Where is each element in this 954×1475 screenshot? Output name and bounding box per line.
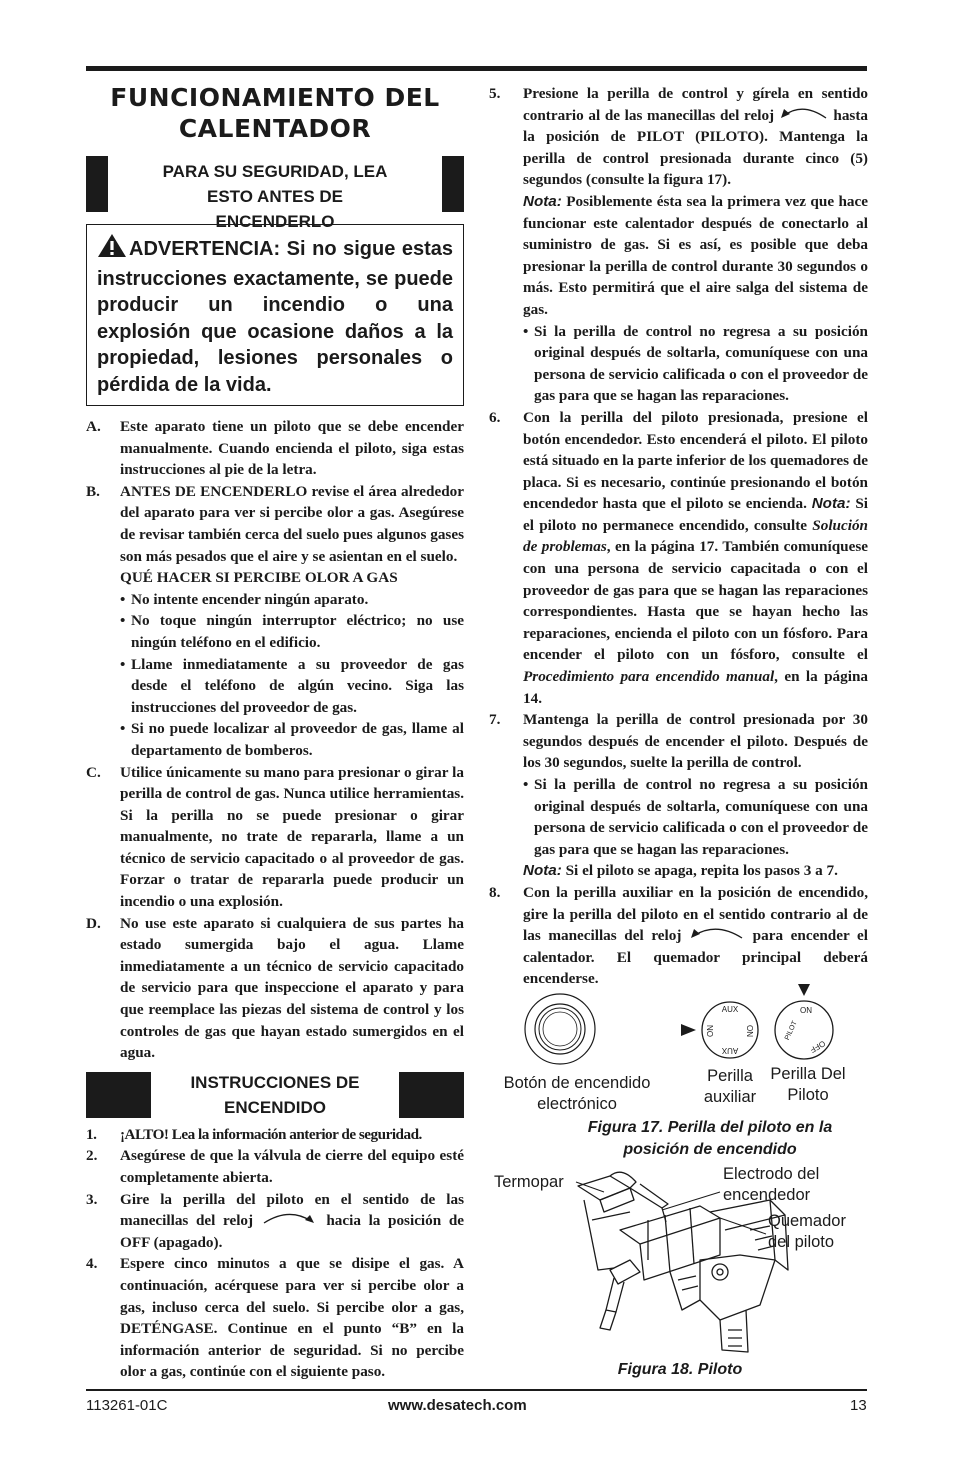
step-2 — [86, 1145, 464, 1188]
warning-label: ADVERTENCIA: — [129, 238, 281, 260]
pilot-knob-label: OFF — [808, 1038, 827, 1055]
figure-17-caption: Figura 17. Perilla del piloto en la posición de encendido — [587, 1119, 833, 1158]
step-text: Gire la perilla del piloto en el sentido de las manecillas del reloj hacia la posición de OFF (apagado). — [120, 1190, 465, 1251]
figure-18-caption: Figura 18. Piloto — [617, 1361, 743, 1378]
electrode-label: Electrodo del encendedor — [723, 1165, 820, 1204]
bottom-rule — [86, 1389, 867, 1391]
aux-knob-label: ON — [745, 1025, 754, 1037]
warning-box — [86, 224, 464, 406]
safety-banner — [86, 156, 464, 231]
step-label: 5. — [489, 85, 501, 102]
step-text: Asegúrese de que la válvula de cierre del equipo esté completamente abierta. — [120, 1147, 464, 1186]
step-7-note: Nota: Si el piloto se apaga, repita los pasos 3 a 7. — [523, 862, 838, 880]
step-label: 1. — [86, 1125, 97, 1143]
aux-knob-caption: Perilla auxiliar — [703, 1067, 757, 1106]
gas-smell-heading: QUÉ HACER SI PERCIBE OLOR A GAS — [120, 569, 398, 587]
clockwise-arrow-icon — [261, 1212, 319, 1229]
item-text: No use este aparato si cualquiera de sus partes ha estado sumergida bajo el agua. Llame inmediatamente a un técnico de servicio capacitado de servicio para que inspeccione el aparato y para que reemplace las piezas del sistema de control y los controles de gas que hayan estado sumergidos en el agua. — [120, 914, 464, 1062]
warning-triangle-icon — [97, 233, 127, 266]
step-label: 8. — [489, 883, 501, 901]
warning-text: Si no sigue estas instrucciones exactamente, se puede producir un incendio o una explosión que ocasione daños a la propiedad, lesiones personales o pérdida de la vida. — [97, 238, 454, 396]
step-label: 3. — [86, 1190, 98, 1208]
counterclockwise-arrow-icon — [689, 927, 745, 944]
step-label: 7. — [489, 711, 501, 729]
step-8 — [489, 882, 868, 990]
step-text: Con la perilla auxiliar en la posición de encendido, gire la perilla del piloto en el sentido contrario al de las manecillas del reloj para encender el calentador. El quemador principal deberá encenderse. — [523, 883, 869, 988]
right-column — [489, 83, 868, 990]
doc-number: 113261-01C — [86, 1397, 168, 1414]
pilot-knob-caption: Perilla Del Piloto — [770, 1065, 846, 1104]
step-5-note: Nota: Posiblemente ésta sea la primera vez que hace funcionar este calentador después de conectarlo al suministro de gas. Si es así, es posible que deba presionar la perilla de control durante 30 segundos o más. Esto permitirá que el aire salga del sistema de gas. — [523, 192, 869, 318]
step-7-bullet: • Si la perilla de control no regresa a su posición original después de soltarla, comuníquese con una persona de servicio calificada o con el proveedor de gas para que se hagan las reparaciones. — [523, 776, 868, 858]
step-5-bullet: • Si la perilla de control no regresa a su posición original después de soltarla, comuníquese con una persona de servicio calificada o con el proveedor de gas para que se hagan las reparaciones. — [523, 322, 868, 405]
item-text — [120, 481, 464, 762]
aux-knob-label: ON — [706, 1025, 715, 1037]
item-label: C. — [86, 763, 101, 781]
step-text: Con la perilla del piloto presionada, presione el botón encendedor. Esto encenderá el piloto. El piloto está situado en la parte inferior de los quemadores de placa. Si es necesario, continúe presionando el botón encendedor hasta que el piloto se encienda. Nota: Si el piloto no permanece encendido, consulte Solución de problemas, en la página 17. También comuníquese con una persona de servicio capacitada o con el proveedor de gas para que se hagan las reparaciones correspondientes. Hasta que se hayan hecho las reparaciones, encienda el piloto con un fósforo. Para encender el piloto con un fósforo, consulte el Procedimiento para encendido manual, en la página 14. — [523, 408, 869, 707]
step-6 — [489, 407, 868, 709]
pilot-knob-label: PILOT — [783, 1019, 799, 1042]
step-label: 6. — [489, 408, 501, 426]
item-label: B. — [86, 482, 100, 500]
step-text: Presione la perilla de control y gírela en sentido contrario al de las manecillas del reloj hasta la posición de PILOT (PILOTO). Mantenga la perilla de control presionada durante cinco (5) segundos (consulte la figura 17). Nota: Posiblemente ésta sea la primera vez que hace funcionar este calentador después de conectarlo al suministro de gas. Si es así, es posible que deba presionar la perilla de control durante 30 segundos o más. Esto permitirá que el aire salga del sistema de gas. • Si la perilla de control no regresa a su posición original después de soltarla, comuníquese con una persona de servicio calificada o con el proveedor de gas para que se hagan las reparaciones. — [523, 83, 868, 407]
pilot-knob-icon — [775, 984, 833, 1059]
instructions-banner-text: INSTRUCCIONES DE ENCENDIDO — [190, 1072, 360, 1117]
instructions-banner — [86, 1072, 464, 1118]
counterclockwise-arrow-icon — [779, 107, 829, 124]
gas-smell-bullet: • No intente encender ningún aparato. — [120, 590, 369, 608]
pilot-knob-label: ON — [800, 1006, 812, 1015]
item-b-text: ANTES DE ENCENDERLO revise el área alrededor del aparato para ver si percibe olor a gas. Asegúrese de revisar también cerca del suelo pues algunos gases son más pesados que el aire y se asientan en el suelo. — [120, 482, 464, 565]
thermocouple-label: Termopar — [494, 1173, 564, 1191]
step-label: 4. — [86, 1255, 98, 1273]
item-text: Utilice únicamente su mano para presionar o girar la perilla de control de gas. Nunca utilice herramientas. Si la perilla no se puede presionar o girar manualmente, no trate de repararla, llame a un técnico de servicio capacitado o al proveedor de gas. Forzar o tratar de repararla puede producir un incendio o una explosión. — [120, 763, 464, 911]
pilot-burner-label: Quemador del piloto — [768, 1212, 846, 1251]
safety-list — [86, 416, 464, 1064]
step-1 — [86, 1124, 464, 1146]
page-number: 13 — [850, 1397, 867, 1414]
left-column — [86, 80, 464, 1383]
safety-item-c — [86, 762, 464, 913]
safety-item-b — [86, 481, 464, 762]
figure-17-drawing — [520, 984, 860, 1074]
ignitor-button-label: Botón de encendido electrónico — [503, 1074, 651, 1113]
safety-item-d — [86, 913, 464, 1064]
safety-banner-text: PARA SU SEGURIDAD, LEA ESTO ANTES DE ENCENDERLO — [162, 162, 388, 231]
step-4 — [86, 1253, 464, 1383]
step-text: Mantenga la perilla de control presionada por 30 segundos después de encender el piloto. Después de los 30 segundos, suelte la perilla de control. • Si la perilla de control no regresa a su posición original después de soltarla, comuníquese con una persona de servicio calificada o con el proveedor de gas para que se hagan las reparaciones. Nota: Si el piloto se apaga, repita los pasos 3 a 7. — [523, 709, 868, 882]
step-5 — [489, 83, 868, 407]
aux-knob-label: AUX — [721, 1005, 739, 1014]
page-title: FUNCIONAMIENTO DEL CALENTADOR — [110, 83, 440, 143]
aux-knob-icon — [681, 1002, 758, 1058]
gas-smell-bullet: • Si no puede localizar al proveedor de gas, llame al departamento de bomberos. — [120, 720, 464, 759]
item-label: D. — [86, 914, 101, 932]
website-link[interactable]: www.desatech.com — [388, 1397, 527, 1414]
item-text: Este aparato tiene un piloto que se debe encender manualmente. Cuando encienda el piloto, siga estas instrucciones al pie de la letra. — [120, 418, 464, 479]
gas-smell-bullet: • No toque ningún interruptor eléctrico; no use ningún teléfono en el edificio. — [120, 612, 464, 651]
step-text: ¡ALTO! Lea la información anterior de seguridad. — [120, 1125, 422, 1143]
step-7 — [489, 709, 868, 882]
safety-item-a — [86, 416, 464, 481]
aux-knob-label: AUX — [721, 1046, 739, 1055]
gas-smell-bullet: • Llame inmediatamente a su proveedor de gas desde el teléfono de algún vecino. Siga las instrucciones del proveedor de gas. — [120, 655, 464, 716]
steps-left — [86, 1124, 464, 1383]
top-rule — [86, 66, 867, 71]
step-3 — [86, 1189, 464, 1254]
item-label: A. — [86, 418, 101, 435]
step-text: Espere cinco minutos a que se disipe el gas. A continuación, acérquese para ver si percibe olor a gas, incluso cerca del suelo. Si percibe olor a gas, DETÉNGASE. Continue en el punto “B” en la información anterior de seguridad. Si no percibe olor a gas, continúe con el siguiente paso. — [120, 1255, 464, 1381]
step-label: 2. — [86, 1147, 98, 1165]
ignitor-button-icon — [525, 994, 595, 1064]
